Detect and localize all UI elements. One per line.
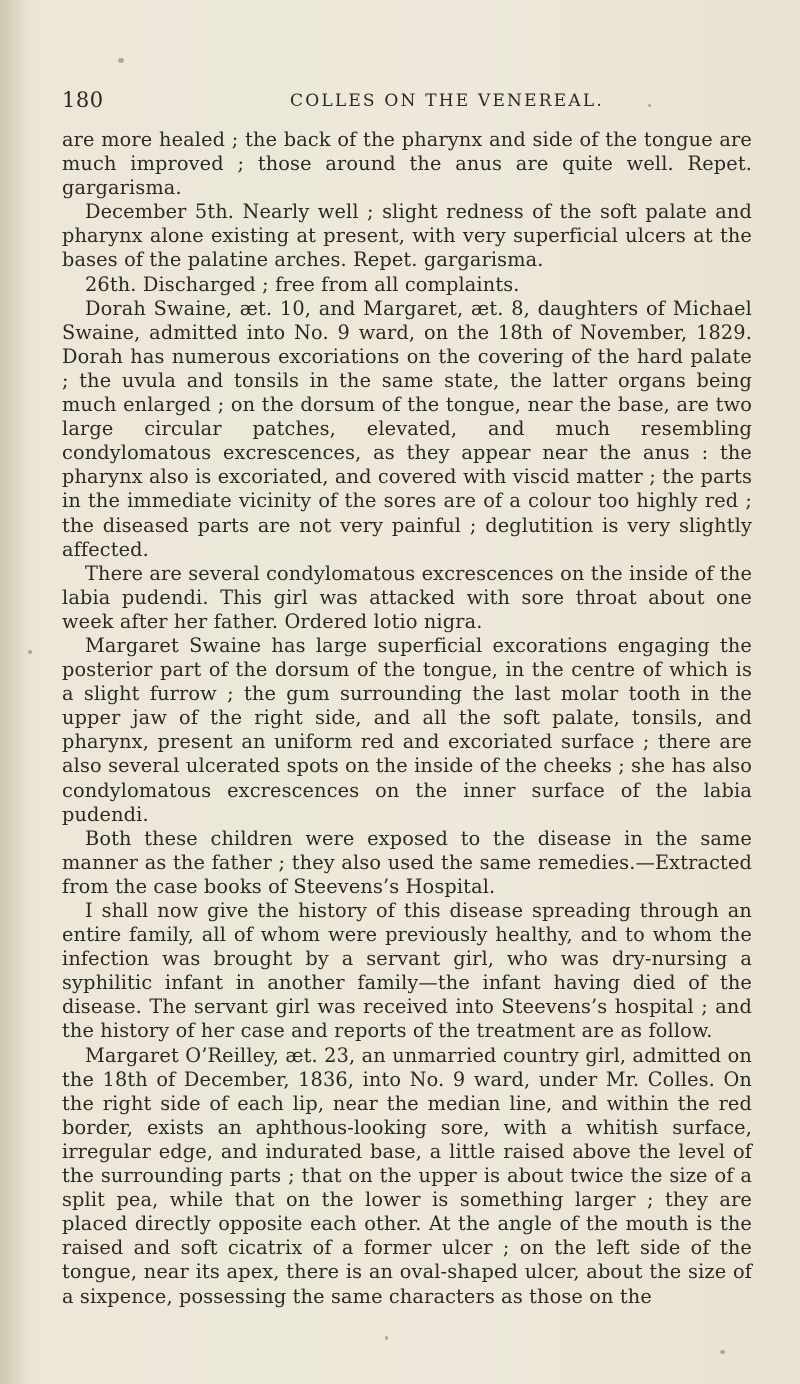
paragraph-family-history: I shall now give the history of this disease spreading through an entire family, all of whom were previously healthy, and to whom the infection was brought by a servant girl, who was dry-nursing a syphilitic infant in another family—the infant having died of the disease. The servant girl was received into Steevens’s hospital ; and the history of her case and reports of the treatment are as follow. <box>62 899 752 1043</box>
paragraph-continuation: are more healed ; the back of the pharynx and side of the tongue are much improved ; those around the anus are quite well. Repet. gargarisma. <box>62 128 752 200</box>
paragraph-both-children: Both these children were exposed to the disease in the same manner as the father ; they also used the same remedies.—Extracted from the case books of Steevens’s Hospital. <box>62 826 752 898</box>
paper-speck <box>28 650 32 654</box>
running-head: COLLES ON THE VENEREAL. <box>290 91 604 111</box>
paragraph-labia-pudendi: There are several condylomatous excrescences on the inside of the labia pudendi. This girl was attacked with sore throat about one week after her father. Ordered lotio nigra. <box>62 561 752 633</box>
body-text <box>62 128 752 1309</box>
binding-shadow <box>0 0 28 1384</box>
page-number: 180 <box>62 88 104 112</box>
paper-speck <box>720 1350 725 1354</box>
paragraph-margaret-oreilley: Margaret O’Reilley, æt. 23, an unmarried country girl, admitted on the 18th of December, 1836, into No. 9 ward, under Mr. Colles. On the right side of each lip, near the median line, and within the red border, exists an aphthous-looking sore, with a whitish surface, irregular edge, and indurated base, a little raised above the level of the surrounding parts ; that on the upper is about twice the size of a split pea, while that on the lower is something larger ; they are placed directly opposite each other. At the angle of the mouth is the raised and soft cicatrix of a former ulcer ; on the left side of the tongue, near its apex, there is an oval-shaped ulcer, about the size of a sixpence, possessing the same characters as those on the <box>62 1043 752 1308</box>
paper-speck <box>385 1336 388 1340</box>
paper-speck <box>118 58 124 63</box>
page-header <box>62 88 752 118</box>
paragraph-26th-discharged: 26th. Discharged ; free from all complaints. <box>85 272 520 296</box>
paragraph-december-5th: December 5th. Nearly well ; slight redness of the soft palate and pharynx alone existing at present, with very superficial ulcers at the bases of the palatine arches. Repet. gargarisma. <box>62 200 752 272</box>
paragraph-dorah-swaine: Dorah Swaine, æt. 10, and Margaret, æt. 8, daughters of Michael Swaine, admitted into No. 9 ward, on the 18th of November, 1829. Dorah has numerous excoriations on the covering of the hard palate ; the uvula and tonsils in the same state, the latter organs being much enlarged ; on the dorsum of the tongue, near the base, are two large circular patches, elevated, and much resembling condylomatous excrescences, as they appear near the anus : the pharynx also is excoriated, and covered with viscid matter ; the parts in the immediate vicinity of the sores are of a colour too highly red ; the diseased parts are not very painful ; deglutition is very slightly affected. <box>62 296 752 561</box>
paragraph-margaret-swaine: Margaret Swaine has large superficial excorations engaging the posterior part of the dorsum of the tongue, in the centre of which is a slight furrow ; the gum surrounding the last molar tooth in the upper jaw of the right side, and all the soft palate, tonsils, and pharynx, present an uniform red and excoriated surface ; there are also several ulcerated spots on the inside of the cheeks ; she has also condylomatous excrescences on the inner surface of the labia pudendi. <box>62 633 752 826</box>
